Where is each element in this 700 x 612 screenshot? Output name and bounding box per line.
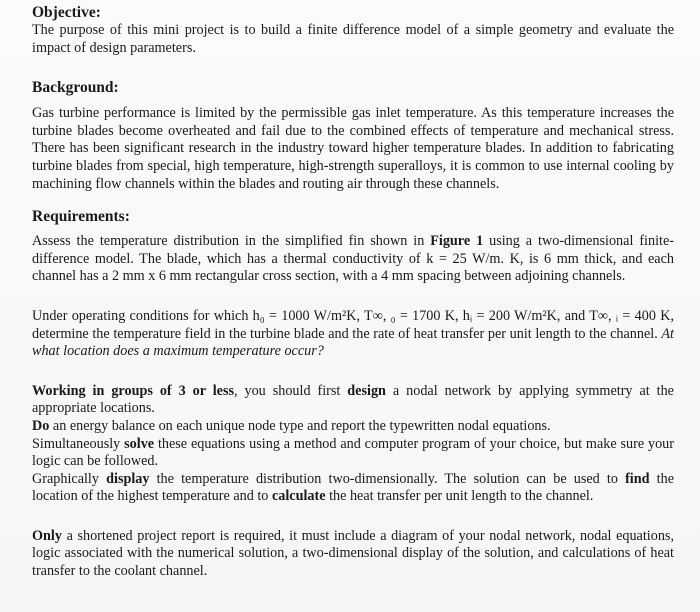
report-paragraph: [32, 528, 674, 581]
requirements-p2-text: Under operating conditions for which h₀ = 1000 W/m²K, T∞, ₀ = 1700 K, hᵢ = 200 W/m²K, and T∞, ᵢ = 400 K, determine the temperature field in the turbine blade and the rate of heat transfer per unit length to the channel.: [32, 307, 674, 342]
working-design-bold: design: [347, 382, 386, 399]
working-display-bold: display: [106, 470, 150, 487]
working-p1-text-a: , you should first: [233, 382, 348, 399]
working-solve-bold: solve: [124, 435, 155, 452]
working-p4-text-d: the heat transfer per unit length to the channel.: [325, 488, 594, 505]
working-p3-text-b: these equations using a method and computer program of your choice, but make sure your logic can be followed.: [32, 435, 675, 470]
working-paragraph-3: [32, 436, 674, 471]
requirements-p1-text-a: Assess the temperature distribution in the simplified fin shown in: [32, 233, 431, 250]
working-groups-bold: Working in groups of 3 or less: [32, 382, 234, 399]
working-p4-text-a: Graphically: [32, 470, 107, 487]
working-p4-text-b: the temperature distribution two-dimensionally. The solution can be used to: [149, 470, 626, 487]
report-text: a shortened project report is required, it must include a diagram of your nodal network, nodal equations, logic associated with the numerical solution, a two-dimensional display of the solution, and calculations of heat transfer to the coolant channel.: [32, 527, 674, 580]
working-p3-text-a: Simultaneously: [32, 435, 125, 452]
working-calculate-bold: calculate: [271, 488, 326, 505]
figure-reference: Figure 1: [430, 233, 484, 250]
report-only-bold: Only: [32, 527, 62, 544]
requirements-p1-text-b: using a two-dimensional finite- difference model. The blade, which has a thermal conductivity of k = 25 W/m. K, is 6 mm thick, and each channel has a 2 mm x 6 mm rectangular cross section, with a 4 mm spacing between adjoining channels.: [32, 233, 674, 285]
requirements-paragraph-2: [32, 308, 674, 361]
working-paragraph-1: [32, 383, 674, 418]
working-p4-text-c: the location of the highest temperature and to: [32, 470, 674, 505]
working-paragraph-2: [32, 418, 674, 436]
objective-heading: Objective:: [32, 4, 101, 21]
working-find-bold: find: [625, 470, 650, 487]
working-p1-text-b: a nodal network by applying symmetry at the appropriate locations.: [32, 382, 674, 417]
requirements-paragraph-1: [32, 233, 674, 286]
requirements-heading: Requirements:: [32, 208, 130, 226]
working-p2-text: an energy balance on each unique node type and report the typewritten nodal equations.: [49, 417, 551, 434]
max-temperature-question: At what location does a maximum temperature occur?: [32, 325, 674, 360]
background-heading: Background:: [32, 79, 119, 97]
working-paragraph-4: [32, 471, 674, 506]
objective-text: The purpose of this mini project is to build a finite difference model of a simple geometry and evaluate the impact of design parameters.: [32, 22, 674, 56]
background-text: Gas turbine performance is limited by the permissible gas inlet temperature. As this temperature increases the turbine blades become overheated and fail due to the combined effects of temperature and mechanical stress. There has been significant research in the industry toward higher temperature blades. In addition to fabricating turbine blades from special, high temperature, high-strength superalloys, it is common to use internal cooling by machining flow channels within the blades and routing air through these channels.: [32, 105, 674, 192]
working-do-bold: Do: [32, 417, 50, 434]
